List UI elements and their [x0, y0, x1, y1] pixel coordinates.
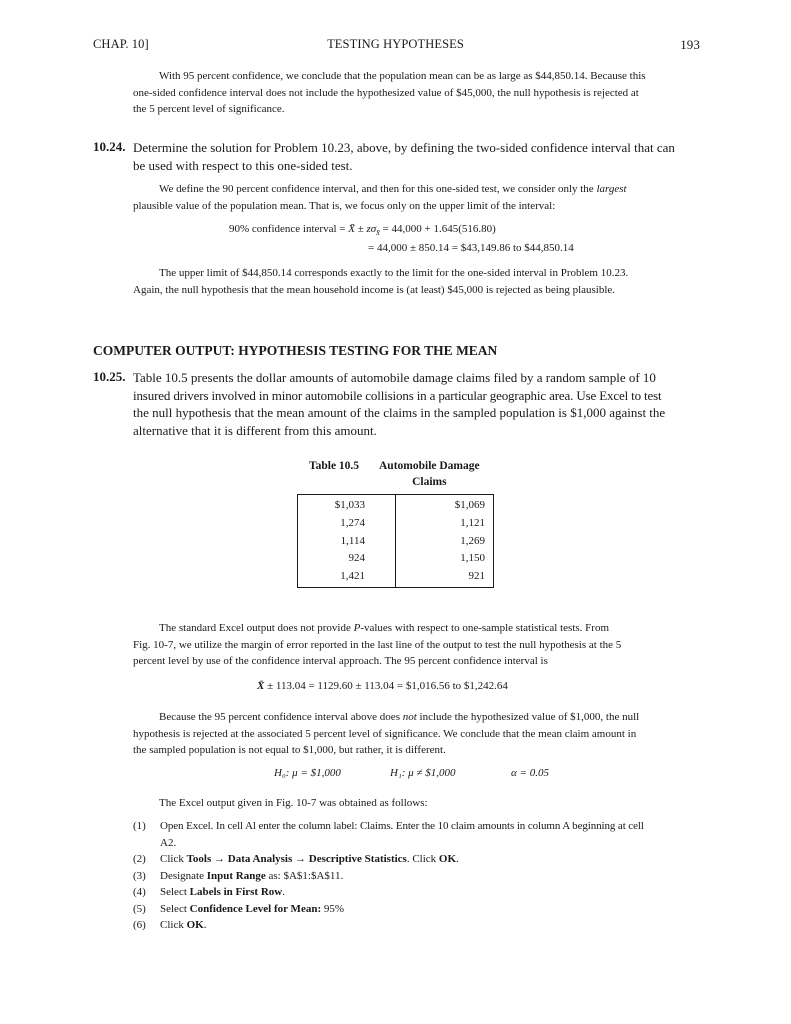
list-item [133, 818, 705, 851]
solution-10-25-p1-line-2: Fig. 10-7, we utilize the margin of error reported in the last line of the output to test the null hypothesis at the 5 [133, 638, 622, 651]
step-number: (2) [133, 853, 146, 865]
table-cell: $1,069 [454, 499, 485, 511]
table-title [379, 459, 480, 490]
solution-10-25-p2-line-1 [133, 709, 705, 726]
step-text: Select [160, 886, 187, 898]
step-text: Click [160, 919, 184, 931]
output-intro-text: The Excel output given in Fig. 10-7 was obtained as follows: [159, 797, 428, 809]
intro-line-3: the 5 percent level of significance. [133, 103, 285, 115]
step-1-line-1: Open Excel. In cell Al enter the column label: Claims. Enter the 10 claim amounts in column A beginning at cell [160, 820, 644, 832]
solution-p1-line-2: plausible value of the population mean. That is, we focus only on the upper limit of the interval: [133, 199, 556, 212]
solution-p1-text-a: We define the 90 percent confidence interval, and then for this one-sided test, we consider only the [159, 183, 594, 195]
running-title: TESTING HYPOTHESES [327, 37, 464, 51]
step-text: . Click [406, 853, 437, 865]
problem-10-25-line-2: insured drivers involved in minor automobile collisions in a particular geographic area. Use Excel to test [133, 387, 662, 403]
p2-emphasis: not [402, 711, 417, 723]
solution-10-25-p2 [133, 709, 705, 759]
list-item [133, 851, 705, 868]
eq1-z: z [366, 223, 371, 235]
step-6-text [160, 917, 705, 934]
equation-line-2: = 44,000 ± 850.14 = $43,149.86 to $44,850.14 [368, 242, 574, 254]
table-cell: 1,150 [460, 552, 485, 565]
arrow-icon: → [295, 853, 307, 865]
solution-p2-line-2: Again, the null hypothesis that the mean household income is (at least) $45,000 is rejected as being plausible. [133, 283, 616, 296]
eq-rest: ± 113.04 = 1129.60 ± 113.04 = $1,016.56 to $1,242.64 [267, 680, 508, 692]
eq1-rest: = 44,000 + 1.645(516.80) [382, 223, 496, 235]
solution-p2-line-1: The upper limit of $44,850.14 corresponds exactly to the limit for the one-sided interval in Problem 10.23. [159, 267, 629, 279]
problem-10-25-statement [133, 369, 705, 439]
step-number: (1) [133, 820, 146, 832]
p2-text-b: include the hypothesized value of $1,000, the null [419, 711, 640, 723]
arrow-icon: → [214, 853, 226, 865]
p1-p-value-letter: P [353, 622, 361, 634]
input-range-label: Input Range [206, 869, 266, 882]
confidence-interval-equation [257, 680, 508, 692]
eq1-plusminus: ± [357, 223, 364, 235]
step-text: Designate [160, 869, 204, 882]
step-text: . [456, 853, 459, 865]
step-number: (4) [133, 886, 146, 898]
equation-line-1 [229, 223, 496, 237]
step-5-text [160, 901, 705, 918]
table-cell: $1,033 [334, 499, 365, 511]
table-cell: 924 [348, 552, 365, 565]
step-4-text [160, 884, 705, 901]
table-cell: 1,269 [460, 534, 485, 547]
step-text: as: $A$1:$A$11. [268, 869, 344, 882]
solution-10-25-p2-line-2: hypothesis is rejected at the associated 5 percent level of significance. We conclude that the mean claim amount in [133, 727, 637, 740]
section-heading: COMPUTER OUTPUT: HYPOTHESIS TESTING FOR THE MEAN [93, 343, 498, 358]
solution-10-25-p1 [133, 620, 705, 670]
table-row [298, 495, 494, 588]
table-cell: 1,121 [460, 516, 485, 529]
step-number: (3) [133, 869, 146, 882]
step-2-text [160, 851, 705, 868]
page-number: 193 [680, 37, 700, 52]
menu-data-analysis: Data Analysis [227, 853, 293, 865]
solution-p1-emphasis: largest [596, 183, 627, 195]
step-1-line-2: A2. [160, 836, 177, 849]
labels-in-first-row-label: Labels in First Row [189, 886, 283, 898]
problem-number-10-24: 10.24. [93, 139, 126, 154]
eq1-sigma: σ [370, 223, 377, 235]
excel-steps-list [133, 818, 705, 934]
problem-10-24-line-1: Determine the solution for Problem 10.23, above, by defining the two-sided confidence interval that can [133, 140, 675, 155]
solution-10-25-p1-line-3: percent level by use of the confidence interval approach. The 95 percent confidence interval is [133, 655, 548, 667]
solution-p1-line-1 [133, 181, 705, 198]
solution-10-25-p2-line-3: the sampled population is not equal to $1,000, but rather, it is different. [133, 744, 446, 756]
step-number: (5) [133, 902, 146, 915]
eq1-xbar: X̄ [348, 223, 355, 235]
table-column-1 [298, 495, 396, 588]
step-text: Click [160, 853, 184, 865]
list-item [133, 884, 705, 901]
p1-text-b: -values with respect to one-sample statistical tests. From [360, 622, 609, 634]
table-cell: 1,274 [340, 516, 365, 529]
step-text: Select [160, 902, 187, 915]
step-text: . [282, 886, 285, 898]
problem-10-25-line-3: the null hypothesis that the mean amount of the claims in the sampled population is $1,000 against the [133, 405, 666, 420]
step-number: (6) [133, 919, 146, 931]
problem-number-10-25: 10.25. [93, 369, 126, 384]
list-item [133, 917, 705, 934]
table-caption [309, 459, 480, 490]
alternative-hypothesis: H₁: μ ≠ $1,000 [390, 767, 456, 779]
eq1-subscript: x̄ [376, 228, 380, 238]
problem-10-24-solution-p2 [133, 265, 705, 298]
menu-tools: Tools [186, 853, 212, 865]
significance-level: α = 0.05 [511, 767, 549, 779]
eq1-label: 90% confidence interval = [229, 223, 346, 235]
table-cell: 1,421 [340, 570, 365, 583]
problem-10-25-line-4: alternative that it is different from this amount. [133, 422, 377, 438]
table-cell: 1,114 [340, 534, 365, 547]
ok-label: OK [186, 919, 204, 931]
intro-line-1: With 95 percent confidence, we conclude that the population mean can be as large as $44,850.14. Because this [159, 70, 646, 82]
p2-text-a: Because the 95 percent confidence interval above does [159, 711, 400, 723]
problem-10-24-statement [133, 139, 705, 174]
problem-10-24-line-2: be used with respect to this one-sided test. [133, 157, 353, 173]
chapter-label: CHAP. 10] [93, 37, 149, 51]
table-cell: 921 [468, 570, 485, 583]
table-title-line-1: Automobile Damage [379, 460, 480, 472]
p1-text-a: The standard Excel output does not provide [159, 622, 351, 634]
list-item [133, 901, 705, 918]
problem-10-24-solution-p1 [133, 181, 705, 214]
step-text: 95% [323, 902, 345, 915]
ok-label: OK [438, 853, 457, 865]
output-intro [133, 795, 705, 812]
solution-10-25-p1-line-1 [133, 620, 705, 637]
intro-paragraph [133, 68, 705, 118]
confidence-level-label: Confidence Level for Mean: [189, 902, 322, 915]
menu-descriptive-statistics: Descriptive Statistics [308, 853, 407, 865]
problem-10-25-line-1: Table 10.5 presents the dollar amounts of automobile damage claims filed by a random sample of 10 [133, 370, 656, 385]
claims-table [297, 494, 494, 588]
table-column-2 [396, 495, 494, 588]
step-3-text [160, 868, 705, 885]
step-text: . [203, 919, 207, 931]
list-item [133, 868, 705, 885]
table-title-line-2: Claims [412, 475, 447, 488]
table-label: Table 10.5 [309, 460, 360, 472]
intro-line-2: one-sided confidence interval does not include the hypothesized value of $45,000, the null hypothesis is rejected at [133, 86, 639, 99]
null-hypothesis: H₀: μ = $1,000 [274, 767, 341, 779]
eq-xbar: X̄ [257, 680, 265, 692]
